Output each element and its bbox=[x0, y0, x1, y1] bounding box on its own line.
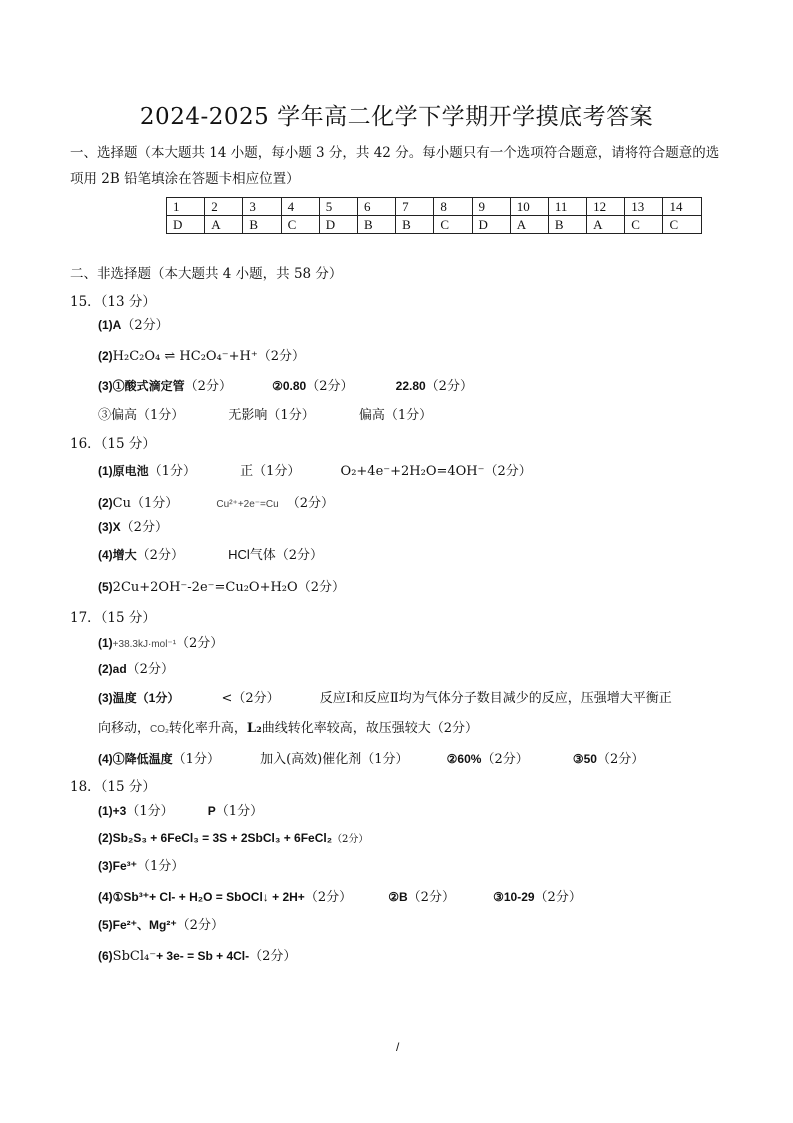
table-cell: 4 bbox=[281, 198, 319, 216]
q18-line4 bbox=[98, 886, 582, 905]
q15-line2 bbox=[98, 345, 305, 364]
answer-text: 曲线转化率较高，故压强较大（2分） bbox=[261, 721, 479, 736]
answer-text: (2)Sb₂S₃ + 6FeCl₃ = 3S + 2SbCl₃ + 6FeCl₂ bbox=[98, 831, 333, 845]
section1-heading: 一、选择题（本大题共 14 小题，每小题 3 分，共 42 分。每小题只有一个选项符合题意，请将符合题意的选项用 2B 铅笔填涂在答题卡相应位置） bbox=[70, 145, 720, 187]
q17-line3 bbox=[98, 687, 672, 706]
score-text: （2分） bbox=[481, 752, 529, 767]
q17-line4 bbox=[98, 717, 478, 736]
answer-text: L₂ bbox=[246, 721, 262, 736]
answer-text: 22.80 bbox=[395, 379, 426, 393]
q16-line5 bbox=[98, 576, 345, 595]
score-text: （1分） bbox=[126, 804, 174, 819]
answer-text: + 3e- = Sb + 4Cl- bbox=[156, 949, 250, 963]
answer-text: (1) bbox=[98, 636, 113, 650]
q15-line1 bbox=[98, 314, 169, 333]
answer-text: (4)增大 bbox=[98, 548, 137, 562]
answer-text: (5) bbox=[98, 580, 113, 594]
score-text: （2分） bbox=[596, 752, 645, 767]
score-text: （2分） bbox=[249, 949, 297, 964]
q15-line4 bbox=[98, 404, 432, 423]
answer-text: ③10-29 bbox=[493, 890, 535, 904]
answer-text: 向移动， bbox=[98, 721, 151, 736]
q18-header: 18．（15 分） bbox=[70, 779, 156, 795]
answer-text: P bbox=[207, 804, 216, 818]
answer-text: <（2分） bbox=[221, 691, 280, 706]
answer-text: 反应Ⅰ和反应Ⅱ均为气体分子数目减少的反应，压强增大平衡正 bbox=[319, 691, 672, 706]
score-text: （2分） bbox=[120, 520, 168, 535]
score-text: （2分） bbox=[176, 918, 224, 933]
score-text: （2分） bbox=[306, 379, 354, 394]
answer-text: 加入(高效)催化剂 bbox=[260, 752, 362, 767]
score-text: （1分） bbox=[131, 496, 179, 511]
answer-text: HCl bbox=[228, 547, 250, 562]
q17-line2 bbox=[98, 658, 174, 677]
table-cell: 3 bbox=[243, 198, 281, 216]
q15-line3 bbox=[98, 375, 473, 394]
score-text: （2分） bbox=[136, 548, 184, 563]
answer-text: CO₂ bbox=[150, 724, 169, 735]
answer-text: (3)①酸式滴定管 bbox=[98, 379, 185, 393]
score-text: （2分） bbox=[257, 349, 306, 364]
answer-text: (2) bbox=[98, 349, 113, 363]
q16-line4 bbox=[98, 544, 323, 563]
table-cell: 5 bbox=[319, 198, 357, 216]
table-cell: 9 bbox=[472, 198, 510, 216]
table-cell: 6 bbox=[357, 198, 395, 216]
answer-text: ③偏高（1分） bbox=[98, 408, 185, 423]
page-number: / bbox=[396, 1040, 400, 1054]
answer-text: (6) bbox=[98, 949, 113, 963]
score-text: （2分） bbox=[286, 496, 334, 511]
table-cell: 12 bbox=[587, 198, 625, 216]
table-cell: A bbox=[510, 216, 548, 234]
q18-line1 bbox=[98, 800, 263, 819]
q16-line3 bbox=[98, 516, 168, 535]
answer-text: 无影响（1分） bbox=[228, 408, 315, 423]
q17-line1 bbox=[98, 632, 223, 651]
answer-text: (3)温度（1分） bbox=[98, 691, 180, 705]
answer-text: (1)+3 bbox=[98, 804, 127, 818]
score-text: （2分） bbox=[176, 636, 224, 651]
table-cell: C bbox=[625, 216, 663, 234]
table-cell: B bbox=[548, 216, 586, 234]
answer-text: (1)原电池 bbox=[98, 464, 149, 478]
answer-text: (2) bbox=[98, 496, 113, 510]
table-cell: C bbox=[663, 216, 701, 234]
answer-text: ②B bbox=[388, 890, 408, 904]
q17-line5 bbox=[98, 748, 644, 767]
answer-text: +38.3kJ·mol⁻¹ bbox=[112, 639, 177, 650]
equation-text: 2Cu+2OH⁻-2e⁻=Cu₂O+H₂O bbox=[112, 580, 298, 595]
table-cell: A bbox=[205, 216, 243, 234]
table-cell: D bbox=[472, 216, 510, 234]
q16-header: 16．（15 分） bbox=[70, 436, 156, 452]
answer-text: Cu bbox=[112, 496, 131, 511]
answer-text: (3)Fe³⁺ bbox=[98, 859, 137, 873]
answer-text: ②60% bbox=[446, 752, 482, 766]
answer-table bbox=[166, 197, 702, 234]
score-text: （2分） bbox=[121, 318, 169, 333]
q18-line6 bbox=[98, 945, 296, 964]
answer-text: (3)X bbox=[98, 520, 121, 534]
score-text: （2分） bbox=[425, 379, 473, 394]
table-cell: B bbox=[243, 216, 281, 234]
table-cell: 8 bbox=[434, 198, 472, 216]
score-text: （2分） bbox=[534, 890, 582, 905]
table-cell: 2 bbox=[205, 198, 243, 216]
score-text: （2分） bbox=[297, 580, 345, 595]
table-cell: D bbox=[167, 216, 205, 234]
answer-text: SbCl₄⁻ bbox=[112, 949, 157, 964]
table-cell: B bbox=[396, 216, 434, 234]
score-text: （2分） bbox=[332, 834, 369, 845]
score-text: （2分） bbox=[126, 662, 174, 677]
q17-header: 17．（15 分） bbox=[70, 610, 156, 626]
section2-heading: 二、非选择题（本大题共 4 小题，共 58 分） bbox=[70, 266, 343, 282]
answer-text: 转化率升高， bbox=[168, 721, 247, 736]
answer-text: (4)①降低温度 bbox=[98, 752, 173, 766]
answer-text: 正 bbox=[240, 464, 254, 479]
score-text: （2分） bbox=[407, 890, 455, 905]
score-text: （1分） bbox=[137, 859, 185, 874]
score-text: （2分） bbox=[304, 890, 353, 905]
score-text: （1分） bbox=[253, 464, 301, 479]
score-text: （2分） bbox=[484, 464, 532, 479]
answer-text: (4)①Sb³⁺+ Cl- + H₂O = SbOCl↓ + 2H+ bbox=[98, 890, 305, 904]
answer-text: ②0.80 bbox=[272, 379, 307, 393]
q18-line3 bbox=[98, 855, 184, 874]
table-cell: 1 bbox=[167, 198, 205, 216]
table-cell: 13 bbox=[625, 198, 663, 216]
q15-header: 15．（13 分） bbox=[70, 294, 156, 310]
answer-text: 偏高（1分） bbox=[358, 408, 433, 423]
score-text: （1分） bbox=[215, 804, 264, 819]
score-text: （1分） bbox=[148, 464, 196, 479]
score-text: （1分） bbox=[172, 752, 220, 767]
table-cell: 11 bbox=[548, 198, 586, 216]
answer-text: (5)Fe²⁺、Mg²⁺ bbox=[98, 918, 177, 932]
q18-line2 bbox=[98, 830, 368, 846]
answer-text: ③50 bbox=[572, 752, 597, 766]
equation-text: Cu²⁺+2e⁻=Cu bbox=[216, 499, 279, 510]
table-cell: A bbox=[587, 216, 625, 234]
equation-text: H₂C₂O₄ ⇌ HC₂O₄⁻+H⁺ bbox=[112, 349, 258, 364]
answer-text: 气体（2分） bbox=[249, 548, 324, 563]
score-text: （1分） bbox=[361, 752, 409, 767]
table-cell: D bbox=[319, 216, 357, 234]
q16-line2 bbox=[98, 492, 334, 511]
table-cell: 7 bbox=[396, 198, 434, 216]
table-cell: C bbox=[281, 216, 319, 234]
table-cell: 14 bbox=[663, 198, 701, 216]
answer-text: (1)A bbox=[98, 318, 122, 332]
q16-line1 bbox=[98, 460, 532, 479]
answer-table-answer-row bbox=[167, 216, 702, 234]
answer-table-number-row bbox=[167, 198, 702, 216]
q18-line5 bbox=[98, 914, 224, 933]
page-title: 2024-2025 学年高二化学下学期开学摸底考答案 bbox=[139, 104, 654, 130]
score-text: （2分） bbox=[184, 379, 232, 394]
table-cell: B bbox=[357, 216, 395, 234]
table-cell: C bbox=[434, 216, 472, 234]
equation-text: O₂+4e⁻+2H₂O=4OH⁻ bbox=[340, 464, 485, 479]
answer-text: (2)ad bbox=[98, 662, 127, 676]
table-cell: 10 bbox=[510, 198, 548, 216]
